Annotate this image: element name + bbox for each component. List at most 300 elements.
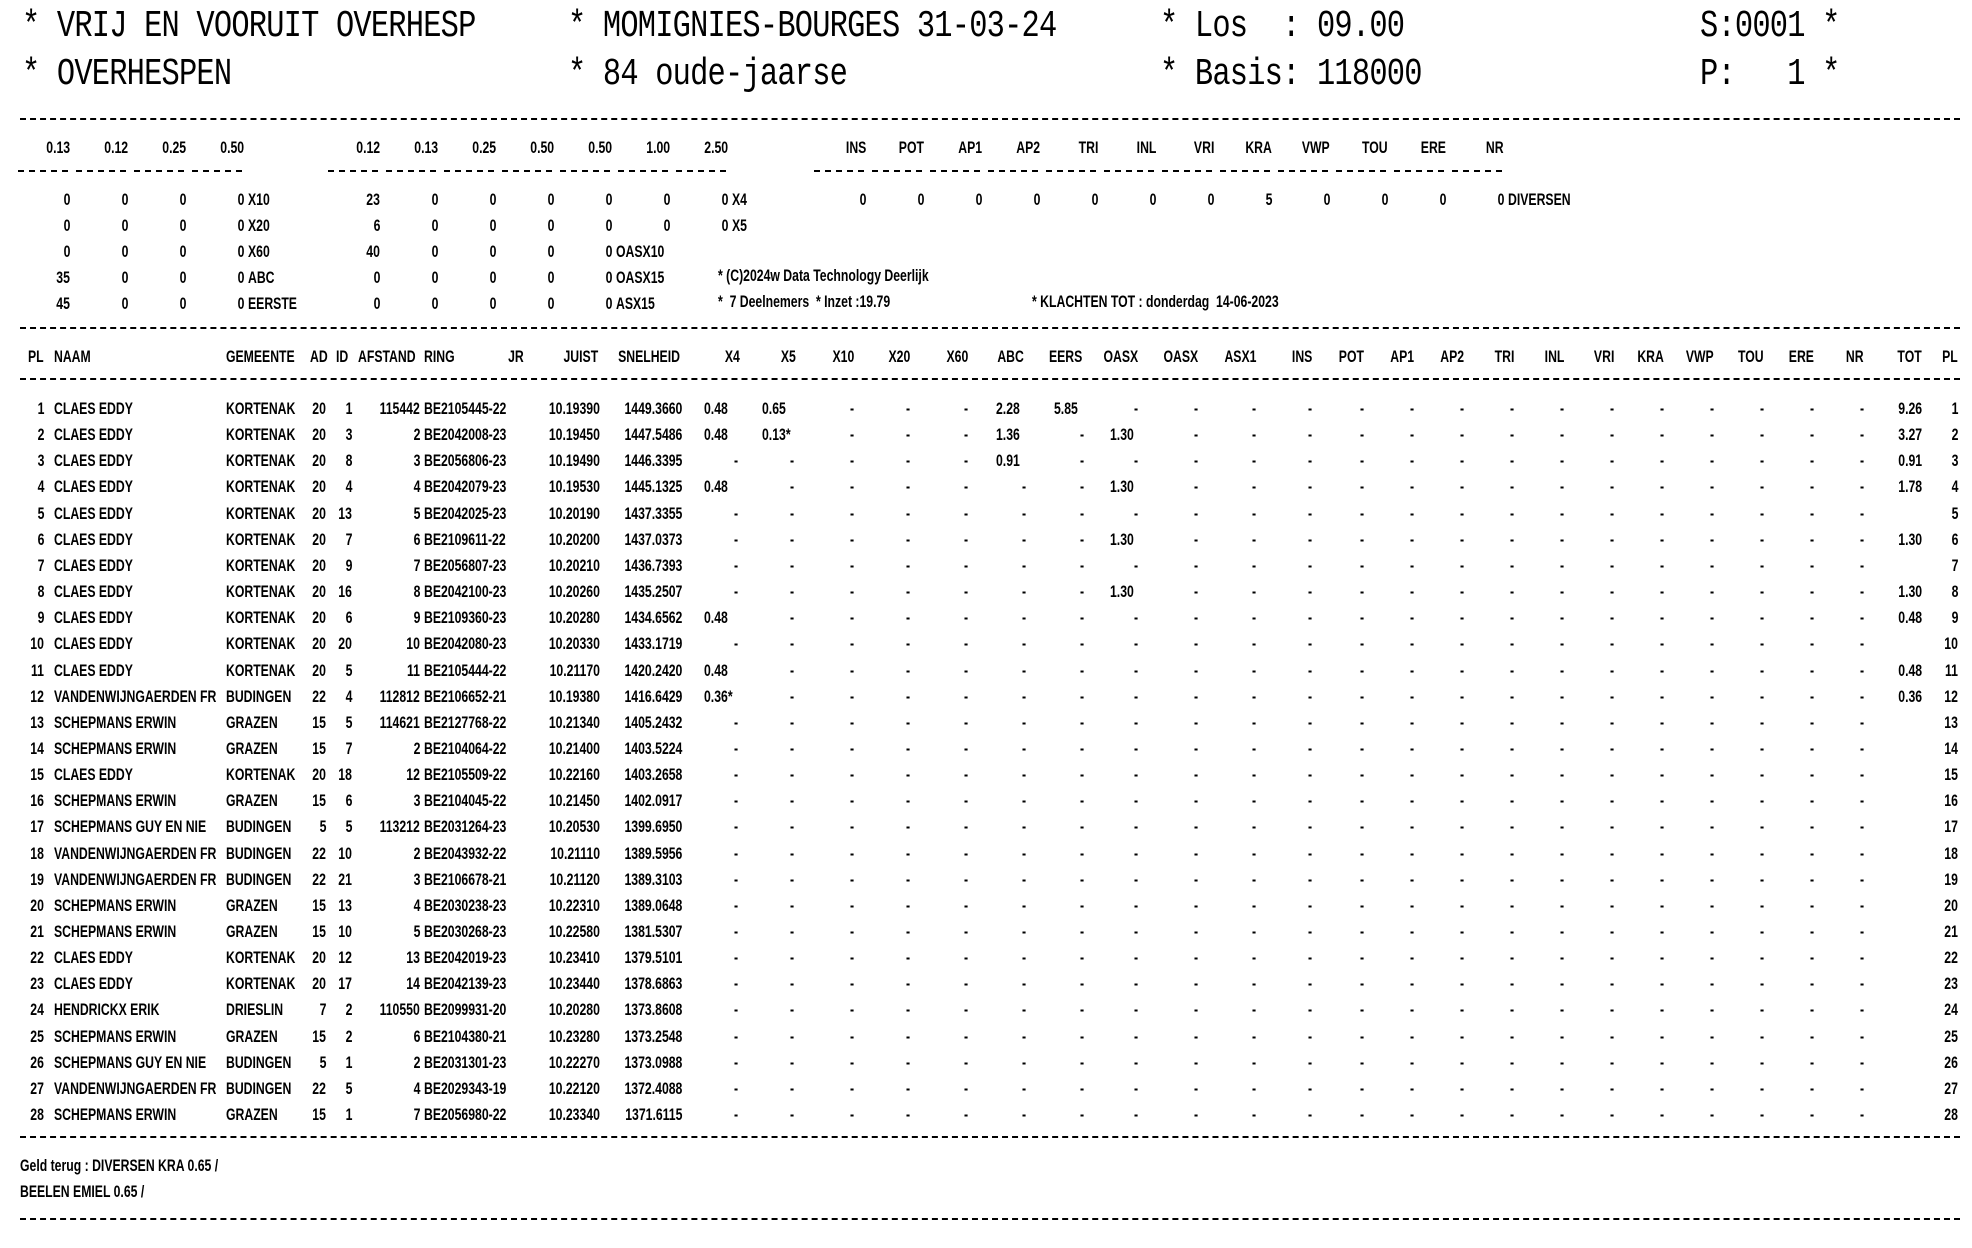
row-name: SCHEPMANS ERWIN [54,713,177,732]
row-empty-cell: - [1560,1079,1565,1098]
row-ad: 20 [312,399,326,418]
row-place: 6 [37,530,44,549]
row-x4: - [734,634,739,653]
row-x20: - [906,687,911,706]
stake-value-g1: 0 [179,216,186,235]
row-abc: - [1022,504,1027,523]
row-empty-cell: - [1710,844,1715,863]
row-empty-cell: - [1308,634,1313,653]
row-empty-cell: - [1460,582,1465,601]
row-place: 1 [37,399,44,418]
row-snelheid: 1446.3395 [624,451,682,470]
row-empty-cell: - [1710,1105,1715,1124]
row-empty-cell: - [1360,870,1365,889]
row-empty-cell: - [1560,1027,1565,1046]
row-empty-cell: - [1610,477,1615,496]
row-x4: - [734,896,739,915]
row-empty-cell: - [1194,687,1199,706]
row-ring: BE2042079-23 [424,477,507,496]
row-place: 20 [30,896,44,915]
stake-value-g1: 0 [63,190,70,209]
row-x60: - [964,634,969,653]
row-empty-cell: - [1410,1053,1415,1072]
row-name: VANDENWIJNGAERDEN FR [54,1079,217,1098]
row-ring: BE2104045-22 [424,791,507,810]
stake-value-g2: 0 [605,294,612,313]
row-afstand: 3 [413,451,420,470]
row-x60: - [964,948,969,967]
row-place-right: 22 [1944,948,1958,967]
row-x10: - [850,1053,855,1072]
row-empty-cell: - [1560,974,1565,993]
row-empty-cell: - [1410,870,1415,889]
row-afstand: 10 [406,634,420,653]
stake-label-g2: ASX15 [616,294,655,313]
row-name: CLAES EDDY [54,556,133,575]
row-empty-cell: - [1510,504,1515,523]
row-empty-cell: - [1610,451,1615,470]
row-snelheid: 1389.3103 [624,870,682,889]
row-ad: 20 [312,948,326,967]
col-header-tou: TOU [1738,347,1764,366]
row-empty-cell: - [1360,1079,1365,1098]
row-x20: - [906,922,911,941]
row-oasx: - [1134,765,1139,784]
col-header-inl: INL [1544,347,1564,366]
stake-underline [18,170,68,172]
row-empty-cell: - [1510,870,1515,889]
row-ad: 20 [312,451,326,470]
row-empty-cell: - [1560,739,1565,758]
stake-value-g2: 0 [721,190,728,209]
row-abc: 2.28 [996,399,1020,418]
row-empty-cell: - [1360,687,1365,706]
row-ring: BE2106652-21 [424,687,507,706]
row-empty-cell: - [1510,817,1515,836]
row-empty-cell: - [1710,451,1715,470]
row-empty-cell: - [1710,817,1715,836]
row-afstand: 5 [413,504,420,523]
row-x60: - [964,739,969,758]
row-place: 15 [30,765,44,784]
row-empty-cell: - [1460,1053,1465,1072]
stake-value-g2: 0 [489,190,496,209]
row-empty-cell: - [1810,556,1815,575]
row-empty-cell: - [1760,556,1765,575]
col-header-kra: KRA [1637,347,1664,366]
row-ad: 20 [312,504,326,523]
stake-header-g3: KRA [1245,138,1272,157]
row-abc: - [1022,634,1027,653]
row-empty-cell: - [1510,477,1515,496]
row-x4: - [734,451,739,470]
row-eers: - [1080,504,1085,523]
col-header-x4: X4 [725,347,740,366]
row-id: 6 [345,791,352,810]
row-name: SCHEPMANS ERWIN [54,739,177,758]
row-id: 9 [345,556,352,575]
stake-header-g3: TRI [1078,138,1098,157]
row-place-right: 9 [1951,608,1958,627]
row-place: 26 [30,1053,44,1072]
row-empty-cell: - [1560,530,1565,549]
col-header-snelheid: SNELHEID [618,347,680,366]
deelnemers-note: * 7 Deelnemers * Inzet :19.79 [718,292,891,311]
row-abc: 1.36 [996,425,1020,444]
row-place-right: 21 [1944,922,1958,941]
row-afstand: 13 [406,948,420,967]
stake-value-g2: 0 [489,268,496,287]
row-empty-cell: - [1360,451,1365,470]
row-abc: 0.91 [996,451,1020,470]
row-x10: - [850,870,855,889]
row-name: CLAES EDDY [54,582,133,601]
row-x4: - [734,791,739,810]
row-x5: - [790,1027,795,1046]
row-empty-cell: - [1308,1079,1313,1098]
row-empty-cell: - [1308,870,1313,889]
stake-header-g1: 0.50 [220,138,244,157]
row-x60: - [964,765,969,784]
stake-value-g3: 0 [1381,190,1388,209]
row-empty-cell: - [1194,556,1199,575]
row-empty-cell: - [1760,608,1765,627]
row-x5: - [790,1105,795,1124]
stake-value-g1: 35 [56,268,70,287]
row-juist: 10.21400 [548,739,600,758]
row-abc: - [1022,870,1027,889]
row-empty-cell: - [1510,1027,1515,1046]
row-x5: 0.65 [762,399,786,418]
row-empty-cell: - [1308,1105,1313,1124]
row-empty-cell: - [1510,739,1515,758]
row-empty-cell: - [1194,844,1199,863]
row-gemeente: GRAZEN [226,1027,278,1046]
row-empty-cell: - [1560,922,1565,941]
row-ring: BE2042139-23 [424,974,507,993]
row-empty-cell: - [1308,1000,1313,1019]
row-empty-cell: - [1410,451,1415,470]
row-empty-cell: - [1308,451,1313,470]
row-empty-cell: - [1194,870,1199,889]
row-gemeente: DRIESLIN [226,1000,284,1019]
row-empty-cell: - [1810,530,1815,549]
row-empty-cell: - [1560,870,1565,889]
row-empty-cell: - [1410,896,1415,915]
row-name: SCHEPMANS ERWIN [54,896,177,915]
stake-header-g2: 0.25 [472,138,496,157]
row-empty-cell: - [1460,844,1465,863]
row-juist: 10.23440 [548,974,600,993]
row-place: 11 [31,661,44,680]
row-empty-cell: - [1610,765,1615,784]
row-eers: - [1080,739,1085,758]
row-empty-cell: - [1510,844,1515,863]
row-empty-cell: - [1360,530,1365,549]
stake-underline [444,170,494,172]
row-ring: BE2031301-23 [424,1053,507,1072]
row-oasx: 1.30 [1110,530,1134,549]
row-empty-cell: - [1810,974,1815,993]
stake-value-g1: 0 [237,294,244,313]
header-serie: S:0001 * [1700,5,1840,48]
row-empty-cell: - [1810,582,1815,601]
row-empty-cell: - [1194,974,1199,993]
stake-value-g2: 0 [605,268,612,287]
stake-underline [1046,170,1096,172]
row-ad: 20 [312,582,326,601]
row-ring: BE2056807-23 [424,556,507,575]
row-ring: BE2104064-22 [424,739,507,758]
stake-value-g1: 0 [179,294,186,313]
row-empty-cell: - [1710,739,1715,758]
row-empty-cell: - [1810,477,1815,496]
row-empty-cell: - [1460,948,1465,967]
row-empty-cell: - [1308,556,1313,575]
row-empty-cell: - [1560,1105,1565,1124]
row-empty-cell: - [1860,556,1865,575]
row-x5: - [790,870,795,889]
row-afstand: 8 [413,582,420,601]
row-empty-cell: - [1760,739,1765,758]
row-gemeente: GRAZEN [226,713,278,732]
row-empty-cell: - [1560,504,1565,523]
row-empty-cell: - [1194,948,1199,967]
row-name: CLAES EDDY [54,477,133,496]
row-x60: - [964,687,969,706]
row-ad: 15 [312,739,326,758]
header-los: * Los : 09.00 [1160,5,1405,48]
row-empty-cell: - [1760,896,1765,915]
row-empty-cell: - [1252,634,1257,653]
row-empty-cell: - [1810,661,1815,680]
stake-value-g3: 0 [917,190,924,209]
row-empty-cell: - [1560,634,1565,653]
row-abc: - [1022,974,1027,993]
row-x20: - [906,765,911,784]
row-oasx: - [1134,1000,1139,1019]
row-abc: - [1022,1053,1027,1072]
row-empty-cell: - [1860,661,1865,680]
row-abc: - [1022,1000,1027,1019]
row-empty-cell: - [1560,451,1565,470]
row-x20: - [906,974,911,993]
row-empty-cell: - [1560,582,1565,601]
row-empty-cell: - [1460,504,1465,523]
row-empty-cell: - [1308,608,1313,627]
row-empty-cell: - [1560,765,1565,784]
row-empty-cell: - [1810,1105,1815,1124]
row-oasx: - [1134,948,1139,967]
row-ad: 15 [312,713,326,732]
stake-value-g1: 0 [121,242,128,261]
stake-label-g1: X20 [248,216,270,235]
stake-underline [192,170,242,172]
row-x20: - [906,504,911,523]
row-abc: - [1022,791,1027,810]
row-empty-cell: - [1194,608,1199,627]
row-empty-cell: - [1410,477,1415,496]
row-gemeente: KORTENAK [226,765,296,784]
row-empty-cell: - [1760,425,1765,444]
row-place-right: 16 [1944,791,1958,810]
row-oasx: - [1134,817,1139,836]
row-abc: - [1022,922,1027,941]
row-empty-cell: - [1410,687,1415,706]
stake-value-g2: 6 [373,216,380,235]
row-abc: - [1022,739,1027,758]
row-juist: 10.20190 [548,504,600,523]
row-empty-cell: - [1308,948,1313,967]
row-empty-cell: - [1252,477,1257,496]
row-empty-cell: - [1460,634,1465,653]
stake-value-g2: 0 [547,216,554,235]
col-header-ap2: AP2 [1440,347,1464,366]
row-ring: BE2105444-22 [424,661,507,680]
stake-header-g2: 0.50 [588,138,612,157]
row-gemeente: KORTENAK [226,634,296,653]
row-x60: - [964,974,969,993]
row-id: 18 [338,765,352,784]
col-header-x10: X10 [832,347,854,366]
row-empty-cell: - [1252,765,1257,784]
row-empty-cell: - [1360,608,1365,627]
row-afstand: 114621 [379,713,420,732]
stake-header-g2: 1.00 [646,138,670,157]
row-empty-cell: - [1194,817,1199,836]
row-empty-cell: - [1194,1000,1199,1019]
row-empty-cell: - [1252,948,1257,967]
row-abc: - [1022,896,1027,915]
stake-underline [814,170,864,172]
row-empty-cell: - [1560,791,1565,810]
row-empty-cell: - [1710,948,1715,967]
row-empty-cell: - [1308,425,1313,444]
row-empty-cell: - [1760,817,1765,836]
row-empty-cell: - [1252,1079,1257,1098]
row-x20: - [906,791,911,810]
row-empty-cell: - [1510,974,1515,993]
separator-end [20,1218,1960,1220]
row-empty-cell: - [1252,870,1257,889]
row-empty-cell: - [1860,582,1865,601]
row-empty-cell: - [1460,1105,1465,1124]
row-empty-cell: - [1510,1000,1515,1019]
row-x5: - [790,661,795,680]
col-header-juist: JUIST [563,347,598,366]
row-juist: 10.22120 [548,1079,600,1098]
row-x4: - [734,948,739,967]
row-gemeente: KORTENAK [226,425,296,444]
row-empty-cell: - [1710,922,1715,941]
row-place-right: 26 [1944,1053,1958,1072]
row-place: 23 [30,974,44,993]
row-empty-cell: - [1710,1079,1715,1098]
stake-value-g2: 0 [547,294,554,313]
row-empty-cell: - [1610,844,1615,863]
row-x4: - [734,739,739,758]
row-empty-cell: - [1252,582,1257,601]
row-empty-cell: - [1360,425,1365,444]
row-empty-cell: - [1308,713,1313,732]
row-juist: 10.19390 [548,399,600,418]
row-ad: 20 [312,477,326,496]
row-x20: - [906,634,911,653]
row-afstand: 3 [413,791,420,810]
row-id: 8 [345,451,352,470]
row-name: VANDENWIJNGAERDEN FR [54,844,217,863]
header-title: * VRIJ EN VOORUIT OVERHESP [22,5,476,48]
row-x4: - [734,870,739,889]
row-snelheid: 1416.6429 [624,687,682,706]
row-empty-cell: - [1460,399,1465,418]
row-empty-cell: - [1510,922,1515,941]
row-afstand: 2 [413,739,420,758]
row-empty-cell: - [1660,399,1665,418]
stake-value-g3: 5 [1265,190,1272,209]
stake-label-g1: ABC [248,268,275,287]
row-empty-cell: - [1510,556,1515,575]
row-x5: - [790,634,795,653]
row-place-right: 14 [1944,739,1958,758]
row-empty-cell: - [1460,791,1465,810]
row-place-right: 23 [1944,974,1958,993]
row-x20: - [906,948,911,967]
row-place: 21 [30,922,44,941]
row-x60: - [964,425,969,444]
stake-label-g3: DIVERSEN [1508,190,1571,209]
stake-value-g2: 0 [431,190,438,209]
row-x10: - [850,608,855,627]
row-gemeente: BUDINGEN [226,817,292,836]
row-ring: BE2056806-23 [424,451,507,470]
row-empty-cell: - [1410,1027,1415,1046]
row-ring: BE2056980-22 [424,1105,507,1124]
row-empty-cell: - [1560,844,1565,863]
stake-value-g1: 0 [121,294,128,313]
row-empty-cell: - [1860,870,1865,889]
row-empty-cell: - [1252,661,1257,680]
row-empty-cell: - [1510,791,1515,810]
row-x10: - [850,765,855,784]
row-empty-cell: - [1460,477,1465,496]
row-empty-cell: - [1308,661,1313,680]
row-x20: - [906,1079,911,1098]
stake-underline [1162,170,1212,172]
row-afstand: 110550 [379,1000,420,1019]
header-basis: * Basis: 118000 [1160,53,1422,96]
row-empty-cell: - [1510,399,1515,418]
row-empty-cell: - [1810,948,1815,967]
stake-value-g3: 0 [975,190,982,209]
stake-header-g3: VRI [1193,138,1214,157]
row-empty-cell: - [1194,582,1199,601]
row-place: 18 [30,844,44,863]
row-place: 27 [30,1079,44,1098]
stake-underline [676,170,726,172]
row-oasx: - [1134,451,1139,470]
row-eers: - [1080,425,1085,444]
row-empty-cell: - [1252,844,1257,863]
row-empty-cell: - [1660,687,1665,706]
row-empty-cell: - [1710,896,1715,915]
row-gemeente: KORTENAK [226,530,296,549]
row-juist: 10.20280 [548,1000,600,1019]
row-place-right: 6 [1951,530,1958,549]
row-empty-cell: - [1810,922,1815,941]
row-x10: - [850,582,855,601]
row-empty-cell: - [1252,451,1257,470]
